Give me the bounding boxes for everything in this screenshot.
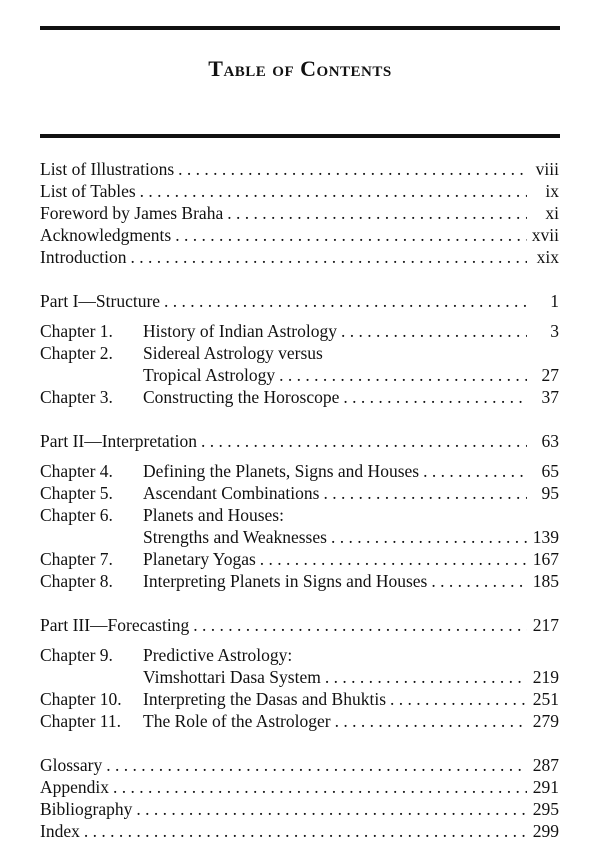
toc-entry-label: Foreword by James Braha <box>40 203 224 223</box>
chapter-page: 279 <box>532 711 559 731</box>
toc-part-page: 1 <box>550 291 559 311</box>
leader-dots <box>341 320 527 342</box>
toc-chapter-6-continued[interactable] <box>40 526 559 548</box>
chapter-title-continued: Strengths and Weaknesses <box>143 527 327 547</box>
toc-entry-label: List of Illustrations <box>40 159 175 179</box>
chapter-page: 167 <box>532 549 559 569</box>
toc-entry-page: ix <box>545 181 559 201</box>
toc-chapter-8[interactable] <box>40 570 559 592</box>
leader-dots <box>423 460 527 482</box>
toc-entry-page: xix <box>536 247 559 267</box>
top-rule <box>40 26 560 30</box>
leader-dots <box>260 548 527 570</box>
leader-dots <box>279 364 527 386</box>
chapter-title: Constructing the Horoscope <box>143 387 340 407</box>
spacer <box>40 592 559 614</box>
chapter-number: Chapter 4. <box>40 461 113 481</box>
spacer <box>40 312 559 320</box>
leader-dots <box>106 754 527 776</box>
toc-chapter-11[interactable] <box>40 710 559 732</box>
leader-dots <box>323 482 527 504</box>
leader-dots <box>390 688 527 710</box>
title-rule <box>40 134 560 138</box>
toc-chapter-4[interactable] <box>40 460 559 482</box>
toc-entry-page: viii <box>535 159 559 179</box>
leader-dots <box>178 158 527 180</box>
chapter-page: 27 <box>541 365 559 385</box>
chapter-page: 139 <box>532 527 559 547</box>
chapter-page: 251 <box>532 689 559 709</box>
toc-chapter-1[interactable] <box>40 320 559 342</box>
chapter-number: Chapter 10. <box>40 689 122 709</box>
toc-entry-foreword[interactable] <box>40 202 559 224</box>
chapter-title: Defining the Planets, Signs and Houses <box>143 461 420 481</box>
toc-part-label: Part I—Structure <box>40 291 161 311</box>
toc-entry-page: 295 <box>532 799 559 819</box>
leader-dots <box>201 430 527 452</box>
spacer <box>40 732 559 754</box>
chapter-page: 37 <box>541 387 559 407</box>
toc-part-label: Part II—Interpretation <box>40 431 197 451</box>
chapter-number: Chapter 7. <box>40 549 113 569</box>
leader-dots <box>164 290 527 312</box>
chapter-title: Interpreting Planets in Signs and Houses <box>143 571 428 591</box>
chapter-number: Chapter 6. <box>40 505 113 525</box>
leader-dots <box>84 820 527 842</box>
chapter-title: Planetary Yogas <box>143 549 256 569</box>
leader-dots <box>140 180 527 202</box>
spacer <box>40 452 559 460</box>
toc-part-2[interactable] <box>40 430 559 452</box>
chapter-title: Planets and Houses: <box>143 505 284 525</box>
chapter-title-continued: Tropical Astrology <box>143 365 276 385</box>
leader-dots <box>325 666 527 688</box>
chapter-number: Chapter 8. <box>40 571 113 591</box>
toc-entry-acknowledgments[interactable] <box>40 224 559 246</box>
chapter-title: Predictive Astrology: <box>143 645 293 665</box>
toc-entry-bibliography[interactable] <box>40 798 559 820</box>
toc-entry-label: Glossary <box>40 755 103 775</box>
chapter-number: Chapter 3. <box>40 387 113 407</box>
toc-part-3[interactable] <box>40 614 559 636</box>
leader-dots <box>335 710 527 732</box>
chapter-page: 3 <box>550 321 559 341</box>
toc-part-page: 63 <box>541 431 559 451</box>
toc-entry-label: List of Tables <box>40 181 136 201</box>
spacer <box>40 268 559 290</box>
toc-chapter-2-continued[interactable] <box>40 364 559 386</box>
toc-entry-list-of-illustrations[interactable] <box>40 158 559 180</box>
leader-dots <box>131 246 527 268</box>
spacer <box>40 408 559 430</box>
toc-chapter-5[interactable] <box>40 482 559 504</box>
chapter-title: History of Indian Astrology <box>143 321 337 341</box>
toc-entry-page: xvii <box>531 225 559 245</box>
toc-chapter-2[interactable] <box>40 342 559 364</box>
chapter-number: Chapter 5. <box>40 483 113 503</box>
toc-entry-introduction[interactable] <box>40 246 559 268</box>
leader-dots <box>193 614 527 636</box>
chapter-number: Chapter 1. <box>40 321 113 341</box>
chapter-title: Ascendant Combinations <box>143 483 320 503</box>
toc-part-1[interactable] <box>40 290 559 312</box>
chapter-page: 185 <box>532 571 559 591</box>
toc-entry-label: Bibliography <box>40 799 133 819</box>
chapter-page: 219 <box>532 667 559 687</box>
leader-dots <box>175 224 527 246</box>
leader-dots <box>431 570 527 592</box>
toc-entry-page: xi <box>545 203 559 223</box>
leader-dots <box>331 526 527 548</box>
toc-chapter-9-continued[interactable] <box>40 666 559 688</box>
leader-dots <box>343 386 527 408</box>
chapter-title: Interpreting the Dasas and Bhuktis <box>143 689 387 709</box>
leader-dots <box>227 202 527 224</box>
toc-entry-label: Index <box>40 821 80 841</box>
chapter-page: 65 <box>541 461 559 481</box>
toc-entry-page: 287 <box>532 755 559 775</box>
toc-entry-list-of-tables[interactable] <box>40 180 559 202</box>
toc-entry-index[interactable] <box>40 820 559 842</box>
chapter-number: Chapter 2. <box>40 343 113 363</box>
toc-chapter-6[interactable] <box>40 504 559 526</box>
toc-entry-label: Introduction <box>40 247 127 267</box>
toc-part-label: Part III—Forecasting <box>40 615 190 635</box>
toc-chapter-9[interactable] <box>40 644 559 666</box>
toc-entry-glossary[interactable] <box>40 754 559 776</box>
chapter-number: Chapter 9. <box>40 645 113 665</box>
page-title: Table of Contents <box>208 56 392 81</box>
spacer <box>40 636 559 644</box>
leader-dots <box>113 776 527 798</box>
toc-part-page: 217 <box>532 615 559 635</box>
toc-chapter-7[interactable] <box>40 548 559 570</box>
chapter-page: 95 <box>541 483 559 503</box>
toc-entry-page: 299 <box>532 821 559 841</box>
chapter-title: The Role of the Astrologer <box>143 711 331 731</box>
chapter-number: Chapter 11. <box>40 711 121 731</box>
chapter-title: Sidereal Astrology versus <box>143 343 323 363</box>
toc-entry-page: 291 <box>532 777 559 797</box>
leader-dots <box>136 798 527 820</box>
toc-entry-label: Acknowledgments <box>40 225 172 245</box>
chapter-title-continued: Vimshottari Dasa System <box>143 667 321 687</box>
toc-list <box>40 158 559 842</box>
toc-entry-appendix[interactable] <box>40 776 559 798</box>
toc-chapter-3[interactable] <box>40 386 559 408</box>
toc-entry-label: Appendix <box>40 777 110 797</box>
toc-chapter-10[interactable] <box>40 688 559 710</box>
